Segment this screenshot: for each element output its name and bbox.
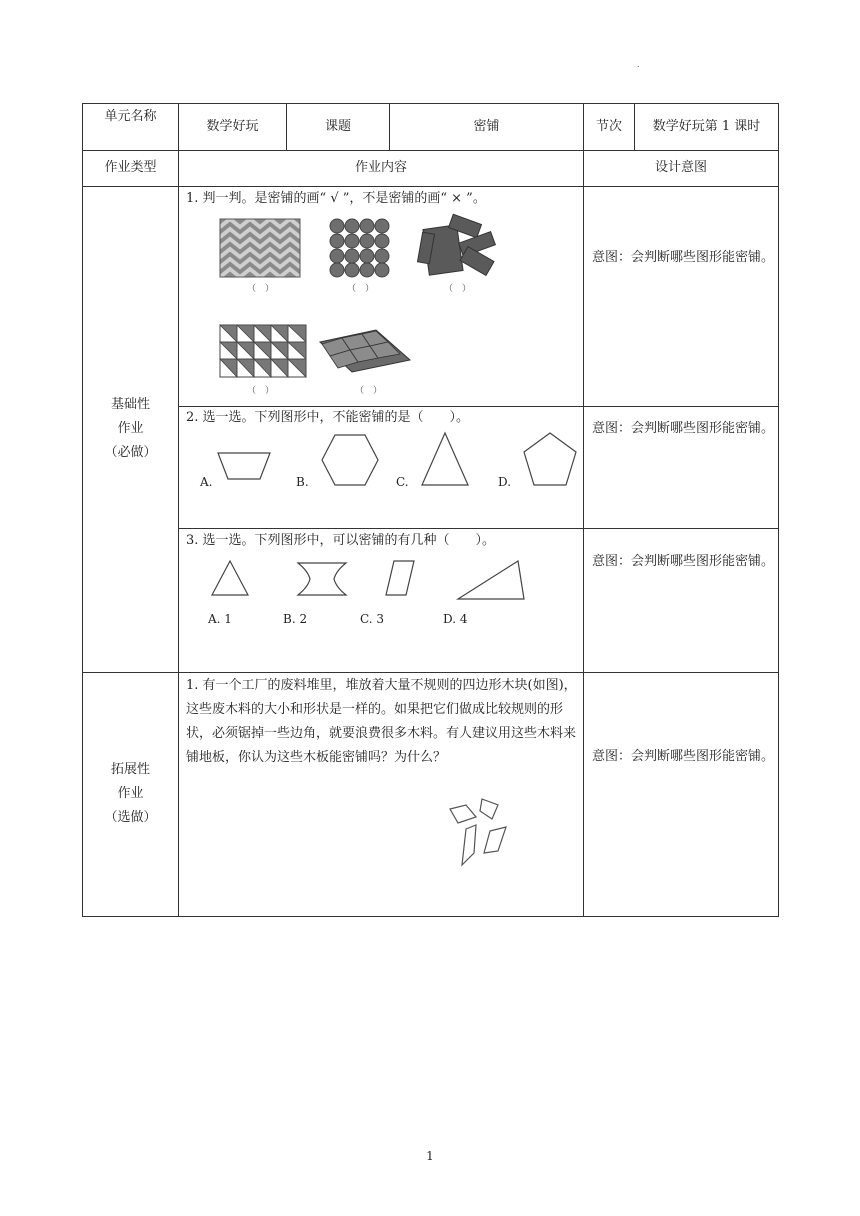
topic-value: 密铺 (473, 119, 500, 134)
column-type: 作业类型 (104, 160, 157, 175)
trapezoid-shape (214, 445, 274, 485)
quadrilateral-tiling-image (316, 328, 412, 374)
q2-option-d[interactable]: D. (498, 475, 512, 489)
zigzag-tiling-image (220, 219, 300, 277)
i-shape (292, 559, 352, 599)
table-rule (583, 103, 584, 917)
answer-blank[interactable]: （ ） (247, 284, 275, 294)
q3-option-c[interactable]: C. 3 (360, 612, 385, 626)
pentagon-shape (522, 431, 578, 487)
q2-option-a[interactable]: A. (200, 475, 213, 489)
parallelogram-shape (384, 559, 416, 599)
extended-label-line3: （选做） (104, 810, 157, 825)
right-triangle-shape (456, 559, 526, 601)
column-intent: 设计意图 (654, 160, 707, 175)
triangle-shape (210, 559, 250, 597)
session-label: 节次 (595, 119, 622, 134)
decor-dot: . (637, 60, 640, 69)
unit-label: 单元名称 (104, 109, 157, 124)
scattered-planks-image (420, 215, 500, 279)
extended-q1-text: 1. 有一个工厂的废料堆里，堆放着大量不规则的四边形木块(如图)，这些废木料的大小和形状是一样的。如果把它们做成比较规则的形状，必须锯掉一些边角，就要浪费很多木料。有人建议用这些木料来铺地板，你认为这些木板能密铺吗？为什么？ (186, 678, 577, 765)
homework-table (82, 103, 779, 917)
triangle-shape (420, 431, 470, 487)
q3-option-a[interactable]: A. 1 (208, 612, 232, 626)
table-border-bottom (82, 916, 779, 917)
q1-intent: 意图：会判断哪些图形能密铺。 (592, 250, 775, 265)
q2-option-b[interactable]: B. (296, 475, 309, 489)
answer-blank[interactable]: （ ） (444, 284, 472, 294)
q3-intent: 意图：会判断哪些图形能密铺。 (592, 554, 775, 569)
circles-tiling-image (329, 218, 391, 278)
wood-pieces-figure (446, 795, 518, 867)
q2-option-c[interactable]: C. (396, 475, 409, 489)
basic-label-line2: 作业 (117, 421, 144, 436)
basic-label-line1: 基础性 (110, 397, 150, 412)
answer-blank[interactable]: （ ） (247, 386, 275, 396)
q2-intent: 意图：会判断哪些图形能密铺。 (592, 421, 775, 436)
extended-label-line2: 作业 (117, 786, 144, 801)
q3-text: 3. 选一选。下列图形中，可以密铺的有几种（ ）。 (186, 533, 496, 548)
q3-option-b[interactable]: B. 2 (283, 612, 308, 626)
q1-text: 1. 判一判。是密铺的画“ √ ”，不是密铺的画“ × ”。 (186, 191, 486, 206)
q3-option-d[interactable]: D. 4 (443, 612, 468, 626)
session-value: 数学好玩第 1 课时 (652, 119, 761, 134)
q2-text: 2. 选一选。下列图形中，不能密铺的是（ ）。 (186, 410, 470, 425)
table-border-top (82, 103, 779, 104)
unit-value: 数学好玩 (206, 119, 259, 134)
answer-blank[interactable]: （ ） (355, 386, 383, 396)
triangles-tiling-image (220, 325, 306, 377)
basic-label-line3: （必做） (104, 445, 157, 460)
column-content: 作业内容 (354, 160, 407, 175)
table-border-right (778, 103, 779, 917)
table-rule (82, 150, 779, 151)
extended-q1-intent: 意图：会判断哪些图形能密铺。 (592, 749, 775, 764)
answer-blank[interactable]: （ ） (347, 284, 375, 294)
extended-label-line1: 拓展性 (110, 762, 150, 777)
topic-label: 课题 (324, 119, 351, 134)
extended-label (83, 758, 178, 830)
hexagon-shape (320, 433, 380, 487)
basic-label (83, 393, 178, 465)
page-number: 1 (426, 1149, 434, 1163)
table-rule (82, 672, 779, 673)
table-rule (178, 103, 179, 917)
